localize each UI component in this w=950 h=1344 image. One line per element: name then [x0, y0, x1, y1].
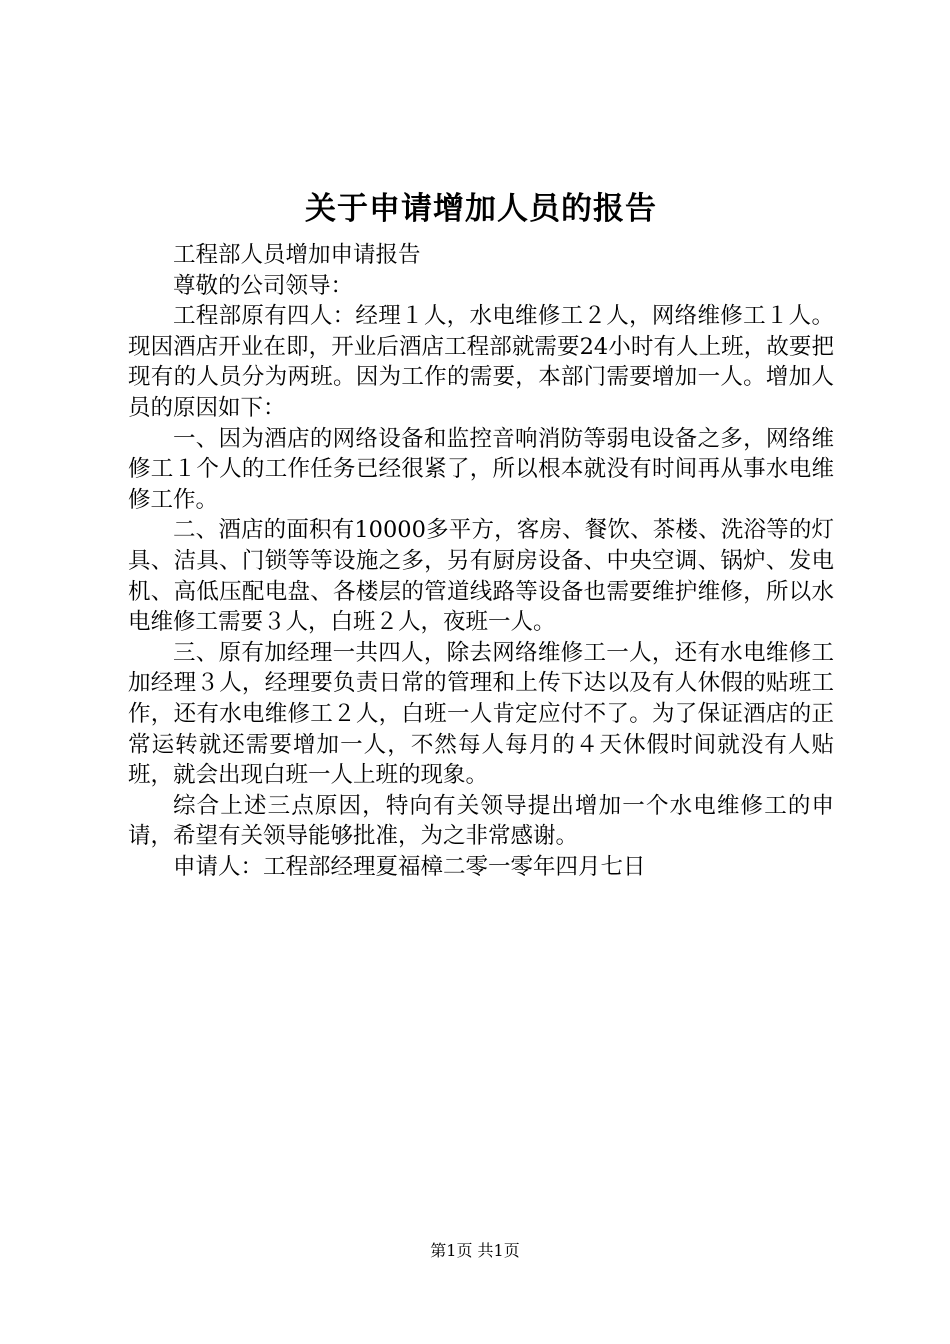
report-subtitle: 工程部人员增加申请报告: [173, 242, 421, 268]
document-page: [128, 186, 834, 882]
body-paragraph-reason-2: 二、酒店的面积有10000多平方，客房、餐饮、茶楼、洗浴等的灯具、洁具、门锁等等设施之多，另有厨房设备、中央空调、锅炉、发电机、高低压配电盘、各楼层的管道线路等设备也需要维护维修，所以水电维修工需要３人，白班２人，夜班一人。: [128, 517, 834, 636]
document-title: 关于申请增加人员的报告: [305, 191, 657, 227]
page-footer: [0, 1240, 950, 1262]
page-number-total: 共1页: [477, 1241, 520, 1260]
salutation: 尊敬的公司领导：: [173, 272, 354, 299]
body-paragraph-conclusion: 综合上述三点原因，特向有关领导提出增加一个水电维修工的申请，希望有关领导能够批准，为之非常感谢。: [128, 792, 834, 850]
applicant-signature-line: 申请人：工程部经理夏福樟二零一零年四月七日: [173, 853, 646, 880]
body-paragraph-intro: 工程部原有四人：经理１人，水电维修工２人，网络维修工１人。现因酒店开业在即，开业后酒店工程部就需要24小时有人上班，故要把现有的人员分为两班。因为工作的需要，本部门需要增加一人。增加人员的原因如下：: [128, 303, 834, 421]
page-number-current: 第1页: [430, 1241, 473, 1260]
body-paragraph-reason-1: 一、因为酒店的网络设备和监控音响消防等弱电设备之多，网络维修工１个人的工作任务已经很紧了，所以根本就没有时间再从事水电维修工作。: [128, 425, 834, 513]
body-paragraph-reason-3: 三、原有加经理一共四人，除去网络维修工一人，还有水电维修工加经理３人，经理要负责日常的管理和上传下达以及有人休假的贴班工作，还有水电维修工２人，白班一人肯定应付不了。为了保证酒店的正常运转就还需要增加一人，不然每人每月的４天休假时间就没有人贴班，就会出现白班一人上班的现象。: [128, 639, 834, 789]
